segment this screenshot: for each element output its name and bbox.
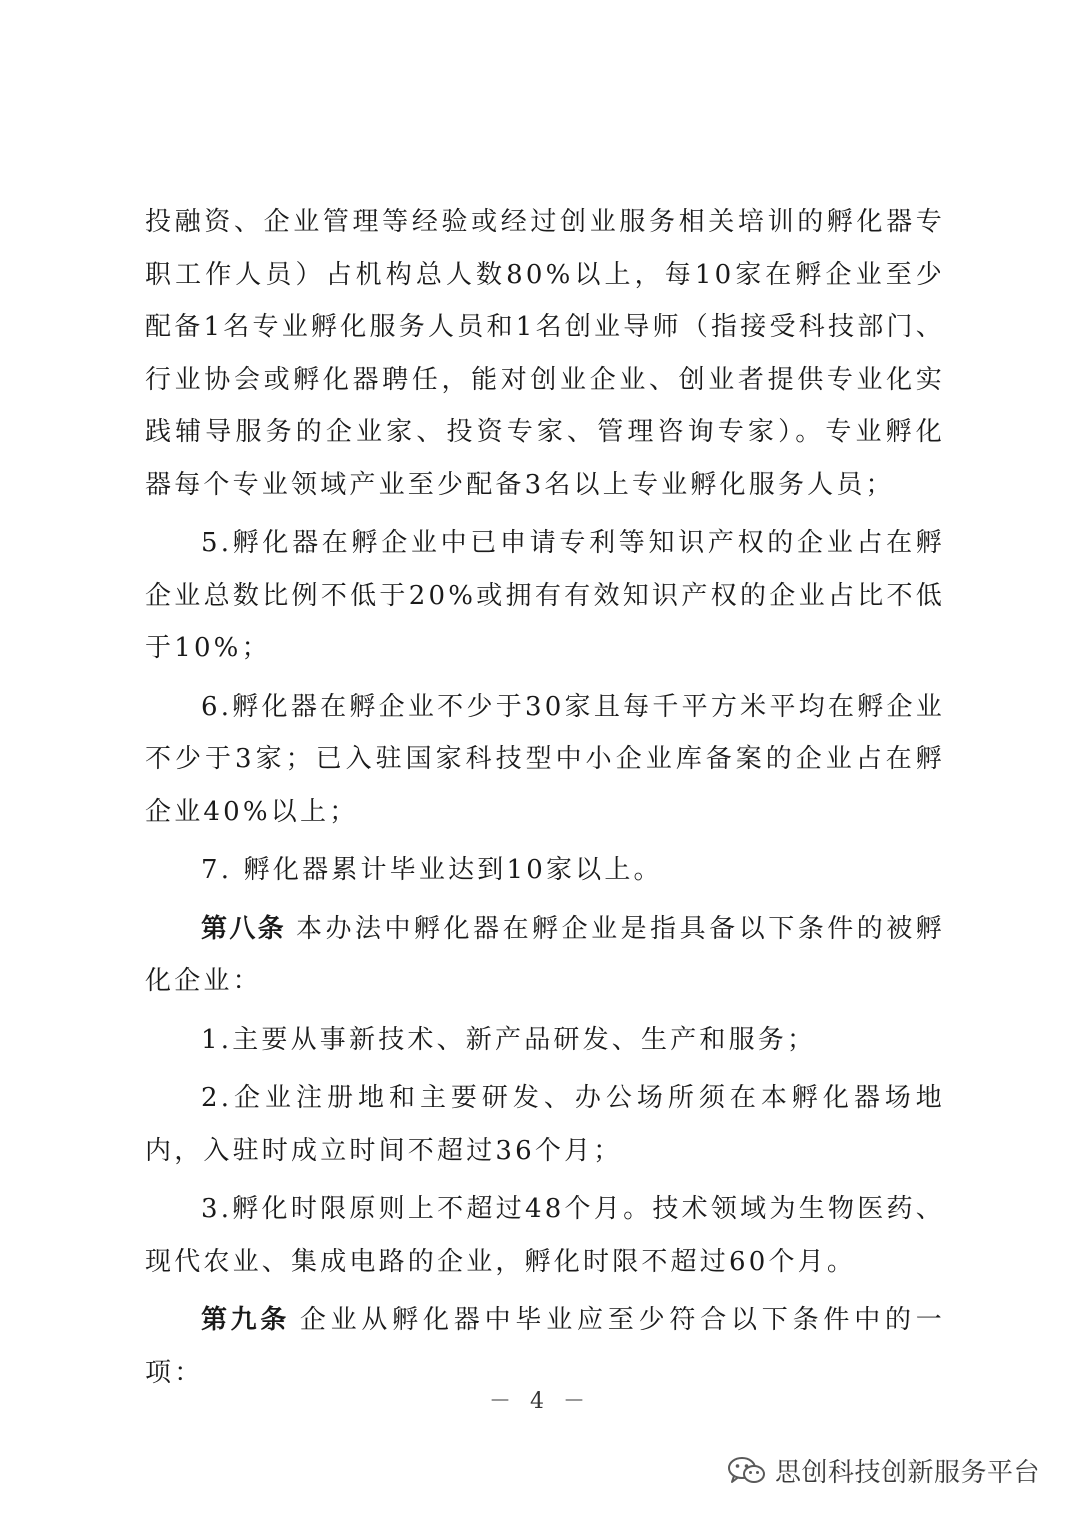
wechat-icon (727, 1456, 767, 1486)
article-8 (145, 903, 945, 1008)
watermark-text: 思创科技创新服务平台 (774, 1458, 1040, 1488)
article-8-item-1: 1.主要从事新技术、新产品研发、生产和服务； (201, 1024, 817, 1055)
article-8-label: 第八条 (201, 913, 286, 944)
article-9-text: 企业从孵化器中毕业应至少符合以下条件中的一项： (145, 1305, 945, 1388)
paragraph-item-6: 6.孵化器在孵企业不少于30家且每千平方米平均在孵企业不少于3家；已入驻国家科技型中小企业库备案的企业占在孵企业40%以上； (145, 691, 945, 827)
article-8-text: 本办法中孵化器在孵企业是指具备以下条件的被孵化企业： (145, 913, 945, 996)
watermark (727, 1452, 1040, 1489)
article-9-label: 第九条 (201, 1305, 290, 1335)
page-number: － 4 － (489, 1389, 591, 1414)
document-body (145, 196, 945, 1399)
paragraph-item-5: 5.孵化器在孵企业中已申请专利等知识产权的企业占在孵企业总数比例不低于20%或拥有有效知识产权的企业占比不低于10%； (145, 528, 945, 663)
article-8-item-3: 3.孵化时限原则上不超过48个月。技术领域为生物医药、现代农业、集成电路的企业，孵化时限不超过60个月。 (145, 1194, 945, 1277)
paragraph-item-7: 7. 孵化器累计毕业达到10家以上。 (201, 855, 663, 885)
paragraph-continuation: 投融资、企业管理等经验或经过创业服务相关培训的孵化器专职工作人员）占机构总人数80%以上，每10家在孵企业至少配备1名专业孵化服务人员和1名创业导师（指接受科技部门、行业协会或孵化器聘任，能对创业企业、创业者提供专业化实践辅导服务的企业家、投资专家、管理咨询专家）。专业孵化器每个专业领域产业至少配备3名以上专业孵化服务人员； (145, 207, 945, 500)
article-8-item-2: 2.企业注册地和主要研发、办公场所须在本孵化器场地内，入驻时成立时间不超过36个月； (145, 1083, 945, 1166)
